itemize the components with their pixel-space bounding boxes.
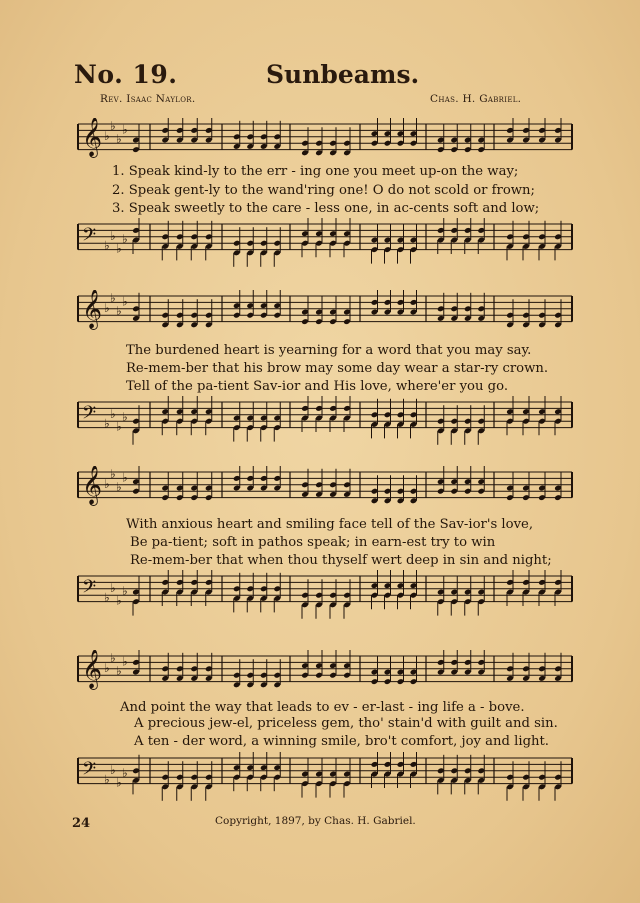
svg-text:♭: ♭	[122, 294, 128, 309]
system-2-bass-staff	[70, 396, 576, 446]
svg-text:♭: ♭	[110, 119, 116, 134]
svg-text:♭: ♭	[104, 772, 110, 787]
system-2-treble-staff	[70, 290, 576, 340]
svg-text:♭: ♭	[110, 580, 116, 595]
svg-text:♭: ♭	[110, 762, 116, 777]
system-3-verse-1: With anxious heart and smiling face tell of the Sav-ior's love,	[126, 517, 534, 532]
svg-text:♭: ♭	[104, 128, 110, 143]
system-4-treble-staff	[70, 650, 576, 700]
svg-text:♭: ♭	[110, 291, 116, 306]
system-3-bass-staff	[70, 570, 576, 638]
svg-text:♭: ♭	[116, 775, 122, 790]
system-4-verse-1: And point the way that leads to ev - er-last - ing life a - bove.	[120, 700, 525, 715]
svg-text:♭: ♭	[104, 476, 110, 491]
svg-text:♭: ♭	[122, 470, 128, 485]
system-2-verse-3: Tell of the pa-tient Sav-ior and His love, where'er you go.	[126, 379, 509, 394]
system-1-verse-2: 2. Speak gent-ly to the wand'ring one! O do not scold or frown;	[112, 183, 535, 198]
system-1-bass-staff	[70, 218, 576, 286]
svg-text:♭: ♭	[110, 467, 116, 482]
svg-text:♭: ♭	[104, 416, 110, 431]
system-3-verse-3: Re-mem-ber that when thou thyself wert deep in sin and night;	[130, 553, 552, 568]
system-1-verse-3: 3. Speak sweetly to the care - less one, in ac-cents soft and low;	[112, 201, 540, 216]
svg-text:♭: ♭	[122, 232, 128, 246]
svg-text:𝄞: 𝄞	[82, 290, 103, 329]
svg-text:♭: ♭	[110, 406, 116, 421]
system-1-verse-1: 1. Speak kind-ly to the err - ing one you meet up-on the way;	[112, 164, 519, 179]
svg-text:♭: ♭	[116, 593, 122, 608]
system-2-verse-2: Re-mem-ber that his brow may some day wear a star-ry crown.	[126, 361, 549, 376]
svg-text:♭: ♭	[110, 228, 116, 243]
svg-text:♭: ♭	[116, 241, 122, 256]
copyright-notice: Copyright, 1897, by Chas. H. Gabriel.	[215, 815, 416, 827]
svg-text:♭: ♭	[104, 238, 110, 253]
svg-text:♭: ♭	[116, 480, 122, 494]
svg-text:♭: ♭	[122, 410, 128, 424]
svg-text:♭: ♭	[122, 584, 128, 598]
svg-text:𝄢: 𝄢	[82, 577, 97, 602]
system-3-verse-2: Be pa-tient; soft in pathos speak; in earn-est try to win	[130, 535, 496, 550]
system-4-bass-staff	[70, 752, 576, 812]
svg-text:♭: ♭	[104, 590, 110, 605]
svg-text:𝄞: 𝄞	[82, 650, 103, 689]
hymn-title: Sunbeams.	[266, 60, 420, 89]
svg-text:𝄞: 𝄞	[82, 118, 103, 157]
system-4-verse-2: A precious jew-el, priceless gem, tho' stain'd with guilt and sin.	[134, 716, 558, 731]
svg-text:♭: ♭	[110, 651, 116, 666]
svg-text:♭: ♭	[116, 132, 122, 146]
svg-text:♭: ♭	[122, 654, 128, 669]
page-number: 24	[72, 816, 91, 831]
system-2-verse-1: The burdened heart is yearning for a word that you may say.	[126, 343, 532, 358]
svg-text:♭: ♭	[104, 660, 110, 675]
svg-text:♭: ♭	[116, 419, 122, 434]
svg-text:𝄞: 𝄞	[82, 466, 103, 505]
hymn-number: No. 19.	[74, 60, 178, 89]
composer-credit: Chas. H. Gabriel.	[430, 93, 522, 105]
svg-text:𝄢: 𝄢	[82, 225, 97, 250]
svg-text:♭: ♭	[104, 300, 110, 315]
svg-text:♭: ♭	[122, 122, 128, 137]
svg-text:♭: ♭	[116, 664, 122, 678]
svg-text:♭: ♭	[116, 304, 122, 318]
svg-text:𝄢: 𝄢	[82, 759, 97, 784]
lyricist-credit: Rev. Isaac Naylor.	[100, 93, 196, 105]
system-4-verse-3: A ten - der word, a winning smile, bro't comfort, joy and light.	[134, 734, 550, 749]
system-3-treble-staff	[70, 466, 576, 516]
svg-text:♭: ♭	[122, 766, 128, 780]
system-1-treble-staff	[70, 118, 576, 168]
svg-text:𝄢: 𝄢	[82, 403, 97, 428]
